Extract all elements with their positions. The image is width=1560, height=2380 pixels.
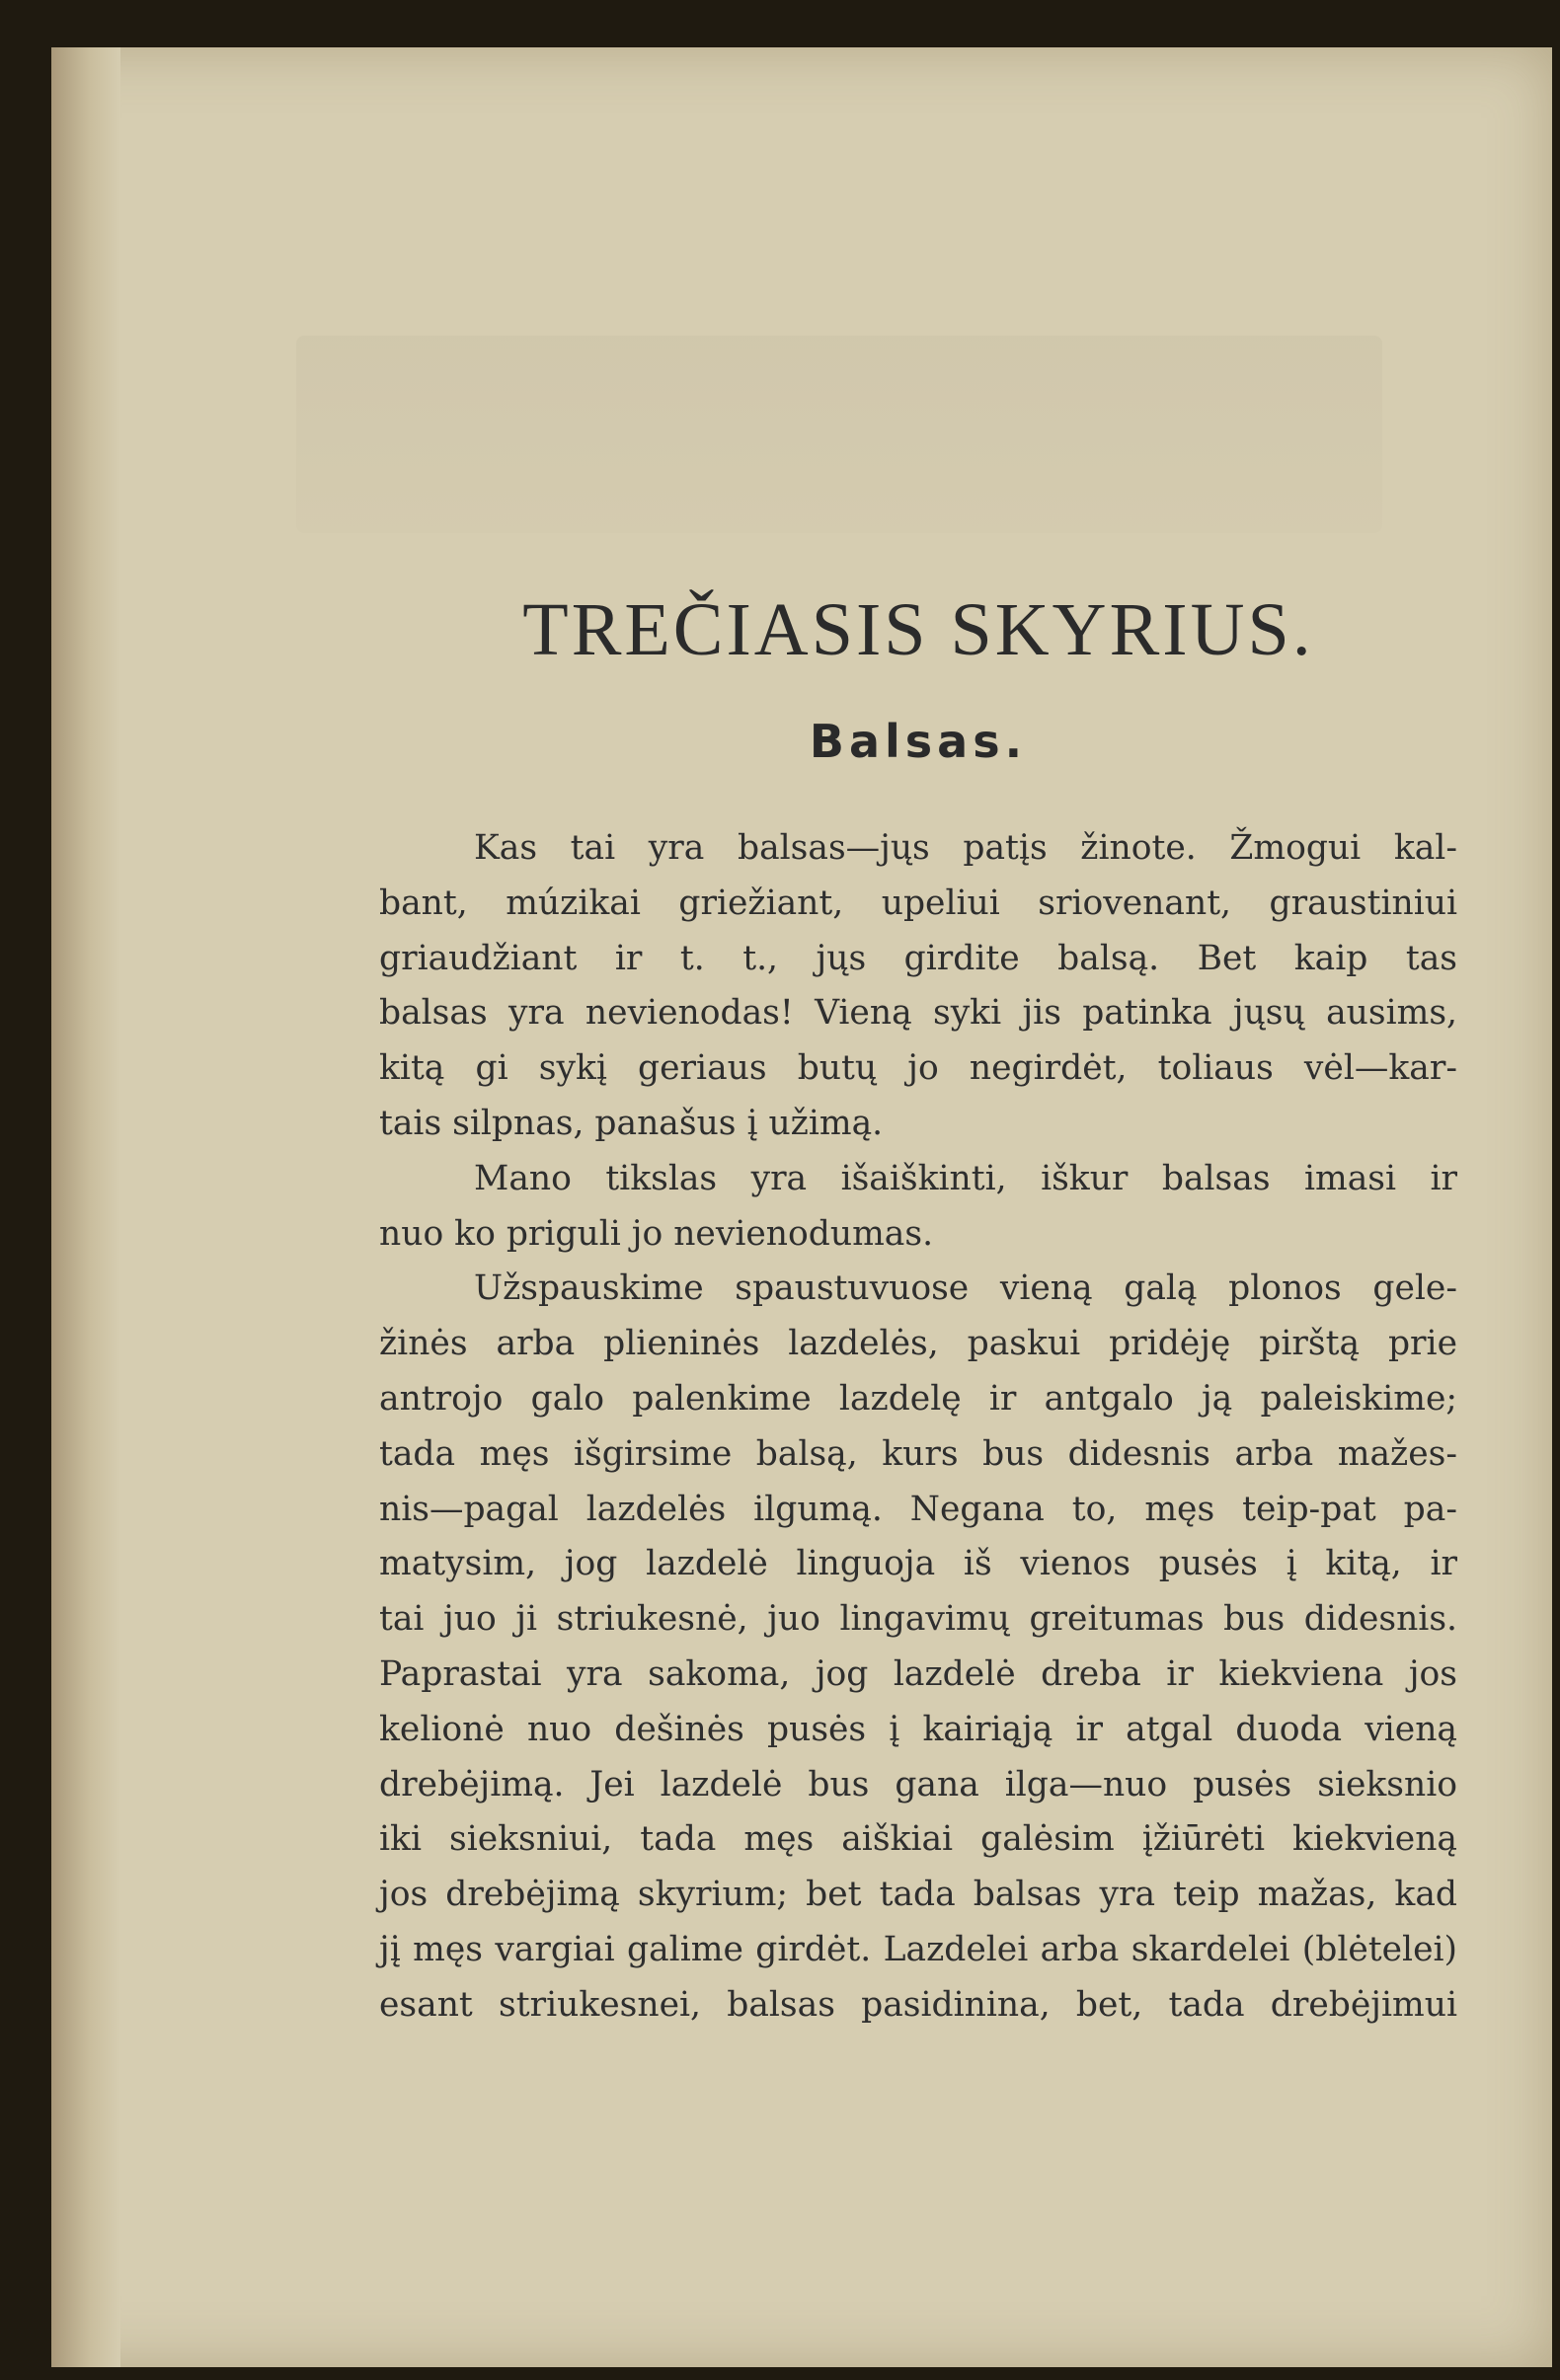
page-binding-edge: [51, 47, 120, 2367]
paragraph-1: [379, 821, 1457, 1152]
text-line: balsas yra nevienodas! Vieną syki jis patinka jųsų ausims,: [379, 993, 1457, 1034]
show-through-text: [296, 336, 1382, 533]
text-line: bant, múzikai griežiant, upeliui sriovenant, graustiniui: [379, 883, 1457, 923]
text-line: Užspauskime spaustuvuose vieną galą plonos gele-: [474, 1268, 1457, 1309]
text-line: Paprastai yra sakoma, jog lazdelė dreba ir kiekviena jos: [379, 1653, 1457, 1694]
text-line: antrojo galo palenkime lazdelę ir antgalo ją paleiskime;: [379, 1378, 1457, 1419]
text-line: esant striukesnei, balsas pasidinina, bet, tada drebėjimui: [379, 1984, 1457, 2025]
text-line: tais silpnas, panašus į užimą.: [379, 1103, 884, 1143]
text-line: iki sieksniui, tada męs aiškiai galėsim įžiūrėti kiekvieną: [379, 1819, 1457, 1860]
text-line: Mano tikslas yra išaiškinti, iškur balsas imasi ir: [474, 1158, 1457, 1198]
text-line: tai juo ji striukesnė, juo lingavimų greitumas bus didesnis.: [379, 1599, 1457, 1640]
text-line: drebėjimą. Jei lazdelė bus gana ilga—nuo pusės sieksnio: [379, 1764, 1457, 1804]
paragraph-3: [379, 1262, 1457, 2033]
text-line: kitą gi sykį geriaus butų jo negirdėt, toliaus vėl—kar-: [379, 1048, 1457, 1089]
section-title: Balsas.: [809, 715, 1028, 768]
text-line: nis—pagal lazdelės ilgumą. Negana to, męs teip-pat pa-: [379, 1489, 1457, 1529]
text-line: tada męs išgirsime balsą, kurs bus didesnis arba mažes-: [379, 1433, 1457, 1474]
text-line: kelionė nuo dešinės pusės į kairiąją ir atgal duoda vieną: [379, 1709, 1457, 1749]
text-line: griaudžiant ir t. t., jųs girdite balsą. Bet kaip tas: [379, 938, 1457, 978]
paragraph-2: [379, 1152, 1457, 1263]
text-line: žinės arba plieninės lazdelės, paskui pridėję pirštą prie: [379, 1324, 1457, 1364]
text-line: Kas tai yra balsas—jųs patįs žinote. Žmogui kal-: [474, 828, 1457, 868]
text-line: jos drebėjimą skyrium; bet tada balsas yra teip mažas, kad: [379, 1875, 1457, 1915]
text-line: matysim, jog lazdelė linguoja iš vienos pusės į kitą, ir: [379, 1544, 1457, 1584]
chapter-title: TREČIASIS SKYRIUS.: [522, 588, 1314, 671]
body-text: [379, 821, 1457, 2034]
page-content: [379, 588, 1457, 2034]
text-line: nuo ko priguli jo nevienodumas.: [379, 1213, 934, 1254]
text-line: jį męs vargiai galime girdėt. Lazdelei arba skardelei (blėtelei): [379, 1929, 1457, 1969]
